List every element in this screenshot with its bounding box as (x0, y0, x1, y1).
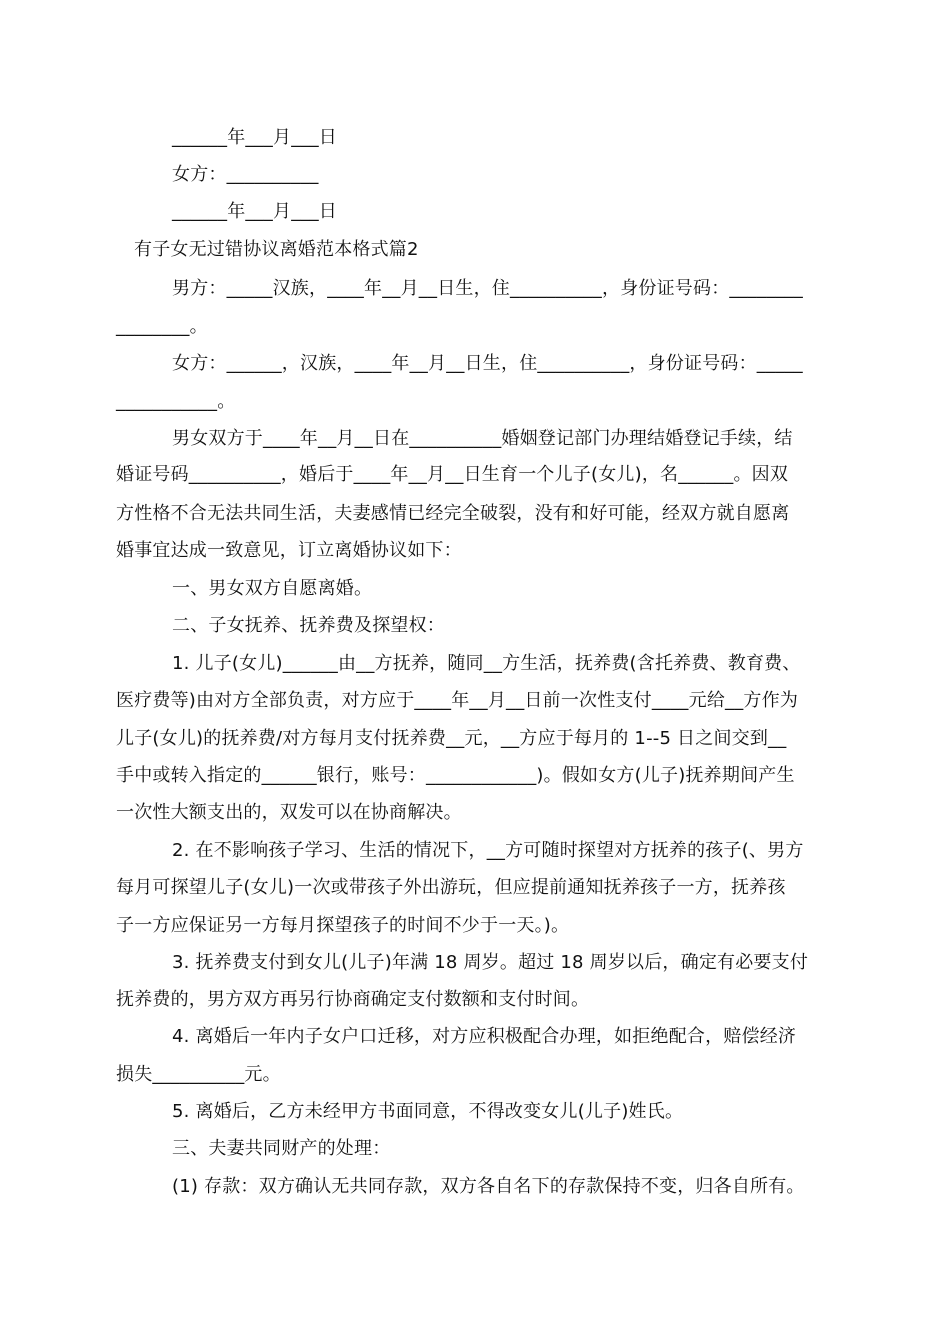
item-2-line-3: 子一方应保证另一方每月探望孩子的时间不少于一天。)。 (116, 915, 570, 936)
item-2-line-2: 每月可探望儿子(女儿)一次或带孩子外出游玩，但应提前通知抚养孩子一方，抚养孩 (116, 877, 786, 898)
item-1-line-5: 一次性大额支出的，双发可以在协商解决。 (116, 802, 462, 823)
item-4-line-2: 损失__________元。 (116, 1064, 281, 1085)
item-4-line-1: 4. 离婚后一年内子女户口迁移，对方应积极配合办理，如拒绝配合，赔偿经济 (172, 1026, 797, 1047)
item-1-line-2: 医疗费等)由对方全部负责，对方应于____年__月__日前一次性支付____元给__方作为 (116, 690, 799, 711)
item-1-line-3: 儿子(女儿)的抚养费/对方每月支付抚养费__元，__方应于每月的 1--5 日之间交到__ (116, 728, 787, 749)
clause-1: 一、男女双方自愿离婚。 (172, 578, 373, 599)
preamble-line-2: 婚证号码__________，婚后于____年__月__日生育一个儿子(女儿)，名______。因双 (116, 464, 789, 485)
preamble-line-1: 男女双方于____年__月__日在__________婚姻登记部门办理结婚登记手续，结 (172, 428, 793, 449)
preamble-line-4: 婚事宜达成一致意见，订立离婚协议如下： (116, 540, 462, 561)
female-party-sign-line: 女方：__________ (172, 164, 319, 185)
property-item-1: (1) 存款：双方确认无共同存款，双方各自名下的存款保持不变，归各自所有。 (172, 1176, 805, 1197)
preamble-line-3: 方性格不合无法共同生活，夫妻感情已经完全破裂，没有和好可能，经双方就自愿离 (116, 503, 790, 524)
item-2-line-1: 2. 在不影响孩子学习、生活的情况下，__方可随时探望对方抚养的孩子(、男方 (172, 840, 804, 861)
section-heading: 有子女无过错协议离婚范本格式篇2 (134, 239, 419, 260)
date-line-2: ______年___月___日 (172, 201, 337, 222)
item-1-line-1: 1. 儿子(女儿)______由__方抚养，随同__方生活，抚养费(含托养费、教育费、 (172, 653, 801, 674)
clause-3-heading: 三、夫妻共同财产的处理： (172, 1138, 391, 1159)
clause-2-heading: 二、子女抚养、抚养费及探望权： (172, 615, 445, 636)
male-party-info-line-1: 男方：_____汉族，____年__月__日生，住__________，身份证号码：________ (172, 278, 803, 299)
item-3-line-1: 3. 抚养费支付到女儿(儿子)年满 18 周岁。超过 18 周岁以后，确定有必要支付 (172, 952, 809, 973)
item-5: 5. 离婚后，乙方未经甲方书面同意，不得改变女儿(儿子)姓氏。 (172, 1101, 684, 1122)
item-3-line-2: 抚养费的，男方双方再另行协商确定支付数额和支付时间。 (116, 989, 590, 1010)
female-party-info-line-1: 女方：______，汉族，____年__月__日生，住__________，身份证号码：_____ (172, 353, 803, 374)
female-party-info-line-2: ___________。 (116, 391, 236, 412)
male-party-info-line-2: ________。 (116, 316, 208, 337)
item-1-line-4: 手中或转入指定的______银行，账号：____________)。假如女方(儿子)抚养期间产生 (116, 765, 795, 786)
date-line-1: ______年___月___日 (172, 127, 337, 148)
